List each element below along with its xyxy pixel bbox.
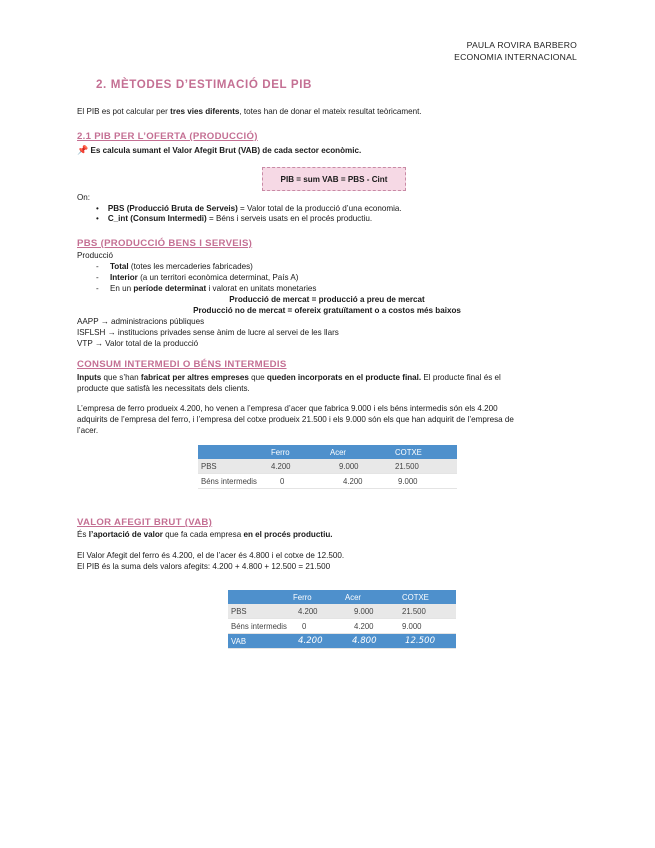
- table-row: [198, 474, 457, 489]
- vab-row: [228, 634, 456, 649]
- pib-formula-box: PIB = sum VAB = PBS - Cint: [262, 167, 406, 191]
- table-cell: 4.200: [268, 459, 327, 474]
- table-cell: 9.000: [327, 459, 392, 474]
- consum-paragraph-line: producte que satisfà les necessitats dels clients.: [77, 384, 250, 393]
- vab-definition: És l’aportació de valor que fa cada empresa en el procés productiu.: [77, 530, 333, 539]
- table-header-cell: Ferro: [268, 445, 327, 459]
- list-item: - En un període determinat i valorat en unitats monetaries: [96, 284, 317, 293]
- table-header-cell: Acer: [342, 590, 399, 604]
- table-header-cell: [198, 445, 268, 459]
- table-cell: PBS: [228, 604, 290, 619]
- table-header-cell: COTXE: [399, 590, 456, 604]
- example-paragraph-line: adquirits de l’empresa del ferro, i l’empresa del cotxe produeix 21.500 i els 9.000 són els que han adquirit de l’empresa de: [77, 415, 514, 424]
- table-cell: 0: [268, 474, 327, 489]
- table-cell: 9.000: [392, 474, 457, 489]
- example-paragraph-line: L’empresa de ferro produeix 4.200, ho venen a l’empresa d’acer que fabrica 9.000 i els béns intermedis són els 4.200: [77, 404, 498, 413]
- bullet-icon: •: [96, 204, 99, 213]
- on-label: On:: [77, 193, 91, 202]
- pin-icon: 📌: [77, 145, 89, 155]
- mercat-line: Producció de mercat = producció a preu de mercat: [229, 295, 425, 304]
- table-row: [198, 459, 457, 474]
- vab-sum-line: El PIB és la suma dels valors afegits: 4.200 + 4.800 + 12.500 = 21.500: [77, 562, 331, 571]
- list-item: - Interior (a un territori econòmica determinat, País A): [96, 273, 299, 282]
- oferta-lead: 📌 Es calcula sumant el Valor Afegit Brut (VAB) de cada sector econòmic.: [77, 145, 362, 155]
- table-cell: 4.200: [327, 474, 392, 489]
- table-header-cell: COTXE: [392, 445, 457, 459]
- aapp-line: AAPP → administracions públiques: [77, 317, 205, 326]
- page-title: 2. MÈTODES D’ESTIMACIÓ DEL PIB: [96, 78, 312, 91]
- list-item: • PBS (Producció Bruta de Serveis) = Valor total de la producció d’una economia.: [96, 204, 402, 213]
- subject-name: ECONOMIA INTERNACIONAL: [454, 52, 577, 62]
- table-cell: 9.000: [399, 619, 456, 634]
- vtp-line: VTP → Valor total de la producció: [77, 339, 199, 348]
- handwritten-value: 12.500: [399, 634, 456, 649]
- intro-paragraph: El PIB es pot calcular per tres vies diferents, totes han de donar el mateix resultat teòricament.: [77, 107, 422, 116]
- table-cell: Béns intermedis: [228, 619, 290, 634]
- table-header-cell: Ferro: [290, 590, 342, 604]
- production-table: [198, 445, 457, 489]
- table-row: [228, 619, 456, 634]
- bullet-icon: •: [96, 214, 99, 223]
- table-cell: 4.200: [342, 619, 399, 634]
- table-cell: 4.200: [290, 604, 342, 619]
- table-header-cell: [228, 590, 290, 604]
- author-name: PAULA ROVIRA BARBERO: [466, 40, 577, 50]
- vab-table: [228, 590, 456, 649]
- table-cell: 0: [290, 619, 342, 634]
- vab-heading: VALOR AFEGIT BRUT (VAB): [77, 517, 213, 528]
- table-row: [228, 604, 456, 619]
- consum-paragraph-line: Inputs que s’han fabricat per altres empreses que queden incorporats en el producte final. El producte final és el: [77, 373, 501, 382]
- consum-heading: CONSUM INTERMEDI O BÉNS INTERMEDIS: [77, 359, 287, 370]
- vab-example-line: El Valor Afegit del ferro és 4.200, el de l’acer és 4.800 i el cotxe de 12.500.: [77, 551, 345, 560]
- pbs-heading: PBS (PRODUCCIÓ BENS I SERVEIS): [77, 238, 253, 249]
- table-cell: PBS: [198, 459, 268, 474]
- isflsh-line: ISFLSH → institucions privades sense ànim de lucre al servei de les llars: [77, 328, 339, 337]
- table-header-row: [228, 590, 456, 604]
- table-cell: 9.000: [342, 604, 399, 619]
- oferta-heading: 2.1 PIB PER L’OFERTA (PRODUCCIÓ): [77, 131, 258, 142]
- list-item: - Total (totes les mercaderies fabricades): [96, 262, 253, 271]
- no-mercat-line: Producció no de mercat = ofereix gratuïtament o a costos més baixos: [193, 306, 461, 315]
- table-header-cell: Acer: [327, 445, 392, 459]
- table-cell: 21.500: [392, 459, 457, 474]
- handwritten-value: 4.200: [290, 634, 342, 649]
- table-header-row: [198, 445, 457, 459]
- handwritten-value: 4.800: [342, 634, 399, 649]
- table-cell: Béns intermedis: [198, 474, 268, 489]
- pbs-label: Producció: [77, 251, 113, 260]
- list-item: • C_int (Consum Intermedi) = Béns i serveis usats en el procés productiu.: [96, 214, 373, 223]
- table-cell: 21.500: [399, 604, 456, 619]
- table-cell: VAB: [228, 634, 290, 649]
- example-paragraph-line: l’acer.: [77, 426, 99, 435]
